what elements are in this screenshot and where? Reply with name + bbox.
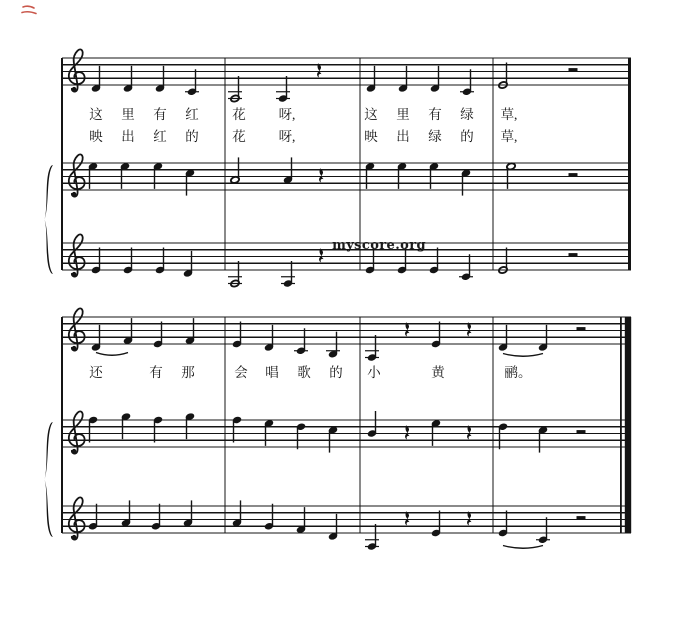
lyric-syllable: 红 (185, 107, 199, 122)
lyric-syllable: 这 (364, 107, 378, 122)
half-rest (577, 516, 586, 519)
lyric-syllable: 绿 (428, 129, 442, 144)
brace-icon (45, 422, 54, 480)
lyric-syllable: 小 (367, 365, 381, 380)
lyric-syllable: 歌 (297, 365, 311, 380)
lyric-syllable: 出 (396, 129, 410, 144)
lyric-syllable: 出 (121, 129, 135, 144)
quarter-rest (319, 168, 324, 182)
lyric-syllable: 鹂。 (504, 365, 532, 380)
lyric-syllable: 那 (181, 365, 195, 380)
lyric-syllable: 花 (232, 107, 246, 122)
watermark-text: myscore.org (332, 238, 426, 253)
tie-slur (503, 546, 543, 549)
lyric-syllable: 草, (500, 107, 518, 122)
lyric-syllable: 有 (149, 365, 163, 380)
lyric-syllable: 绿 (460, 107, 474, 122)
corner-mark (22, 6, 36, 13)
brace-icon (45, 480, 54, 538)
quarter-rest (319, 248, 324, 262)
tie-slur (503, 354, 543, 357)
quarter-rest (467, 511, 472, 525)
final-barline-thin (620, 317, 622, 533)
final-barline-thick (625, 317, 631, 533)
lyric-syllable: 有 (153, 107, 167, 122)
half-rest (577, 430, 586, 433)
brace-icon (45, 165, 54, 220)
half-rest (577, 327, 586, 330)
lyric-syllable: 呀, (278, 129, 296, 144)
quarter-rest (317, 63, 322, 77)
lyric-syllable: 黄 (431, 365, 445, 380)
treble-clef-ball (72, 449, 77, 454)
lyric-syllable: 有 (428, 107, 442, 122)
lyric-syllable: 的 (329, 365, 343, 380)
quarter-rest (405, 322, 410, 336)
lyric-syllable: 草, (500, 129, 518, 144)
quarter-rest (405, 511, 410, 525)
lyric-syllable: 里 (396, 107, 410, 122)
treble-clef-ball (72, 346, 77, 351)
lyric-syllable: 这 (89, 107, 103, 122)
lyric-syllable: 里 (121, 107, 135, 122)
treble-clef-ball (72, 272, 77, 277)
lyric-syllable: 花 (232, 129, 246, 144)
treble-clef-ball (72, 192, 77, 197)
lyric-syllable: 红 (153, 129, 167, 144)
lyric-syllable: 呀, (278, 107, 296, 122)
lyric-syllable: 映 (364, 129, 378, 144)
lyric-syllable: 映 (89, 129, 103, 144)
lyric-syllable: 的 (185, 129, 199, 144)
half-rest (569, 173, 578, 176)
lyric-syllable: 唱 (265, 365, 279, 380)
lyric-syllable: 还 (89, 365, 103, 380)
treble-clef-ball (72, 535, 77, 540)
brace-icon (45, 220, 54, 275)
half-rest (569, 253, 578, 256)
quarter-rest (405, 425, 410, 439)
quarter-rest (467, 322, 472, 336)
quarter-rest (467, 425, 472, 439)
score-graphics (22, 6, 631, 551)
lyric-syllable: 会 (234, 365, 248, 380)
half-rest (569, 68, 578, 71)
lyric-syllable: 的 (460, 129, 474, 144)
treble-clef-ball (72, 87, 77, 92)
tie-slur (96, 353, 128, 356)
end-barline (628, 58, 631, 270)
